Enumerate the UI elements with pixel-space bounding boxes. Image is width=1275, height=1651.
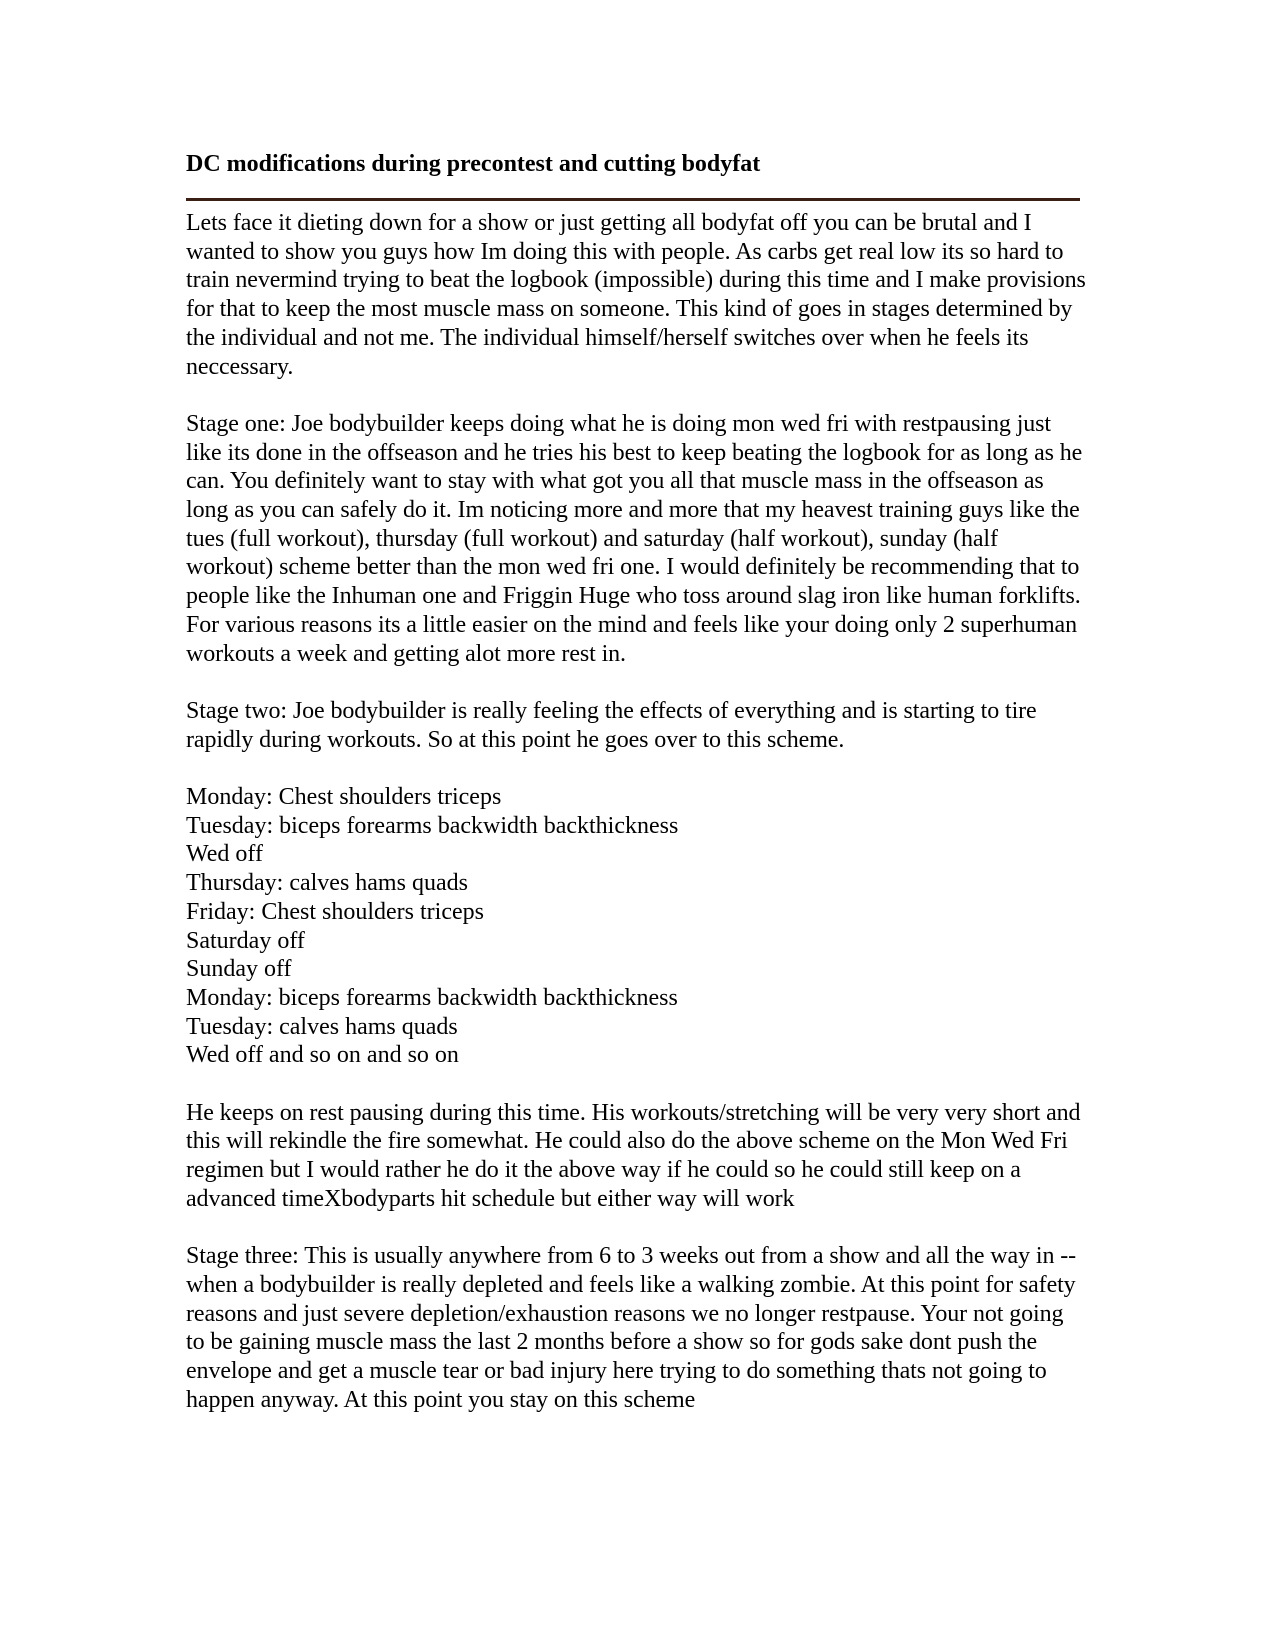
title-divider (186, 198, 1080, 201)
schedule-item: Friday: Chest shoulders triceps (186, 898, 484, 925)
schedule-item: Thursday: calves hams quads (186, 870, 468, 897)
schedule-item: Tuesday: biceps forearms backwidth backthickness (186, 812, 679, 839)
schedule-item: Monday: biceps forearms backwidth backthickness (186, 984, 678, 1011)
rest-pausing-paragraph: He keeps on rest pausing during this time. His workouts/stretching will be very very short and this will rekindle the fire somewhat. He could also do the above scheme on the Mon Wed Fri regimen but I would rather he do it the above way if he could so he could still keep on a advanced timeXbodyparts hit schedule but either way will work (186, 1099, 1081, 1212)
stage-one-paragraph: Stage one: Joe bodybuilder keeps doing what he is doing mon wed fri with restpausing just like its done in the offseason and he tries his best to keep beating the logbook for as long as he can. You definitely want to stay with what got you all that muscle mass in the offseason as long as you can safely do it. Im noticing more and more that my heavest training guys like the tues (full workout), thursday (full workout) and saturday (half workout), sunday (half workout) scheme better than the mon wed fri one. I would definitely be recommending that to people like the Inhuman one and Friggin Huge who toss around slag iron like human forklifts. For various reasons its a little easier on the mind and feels like your doing only 2 superhuman workouts a week and getting alot more rest in. (186, 410, 1083, 667)
schedule-item: Wed off (186, 841, 263, 868)
schedule-item: Tuesday: calves hams quads (186, 1013, 458, 1040)
training-schedule (186, 783, 1086, 1070)
schedule-item: Sunday off (186, 956, 292, 983)
stage-two-paragraph: Stage two: Joe bodybuilder is really feeling the effects of everything and is starting to tire rapidly during workouts. So at this point he goes over to this scheme. (186, 697, 1037, 753)
document-page (186, 150, 1086, 1414)
schedule-item: Wed off and so on and so on (186, 1042, 459, 1069)
schedule-item: Saturday off (186, 927, 305, 954)
schedule-item: Monday: Chest shoulders triceps (186, 784, 502, 811)
document-title: DC modifications during precontest and cutting bodyfat (186, 151, 761, 177)
stage-three-paragraph: Stage three: This is usually anywhere from 6 to 3 weeks out from a show and all the way in --when a bodybuilder is really depleted and feels like a walking zombie. At this point for safety reasons and just severe depletion/exhaustion reasons we no longer restpause. Your not going to be gaining muscle mass the last 2 months before a show so for gods sake dont push the envelope and get a muscle tear or bad injury here trying to do something thats not going to happen anyway. At this point you stay on this scheme (186, 1243, 1077, 1413)
intro-paragraph: Lets face it dieting down for a show or just getting all bodyfat off you can be brutal and I wanted to show you guys how Im doing this with people. As carbs get real low its so hard to train nevermind trying to beat the logbook (impossible) during this time and I make provisions for that to keep the most muscle mass on someone. This kind of goes in stages determined by the individual and not me. The individual himself/herself switches over when he feels its neccessary. (186, 210, 1086, 380)
